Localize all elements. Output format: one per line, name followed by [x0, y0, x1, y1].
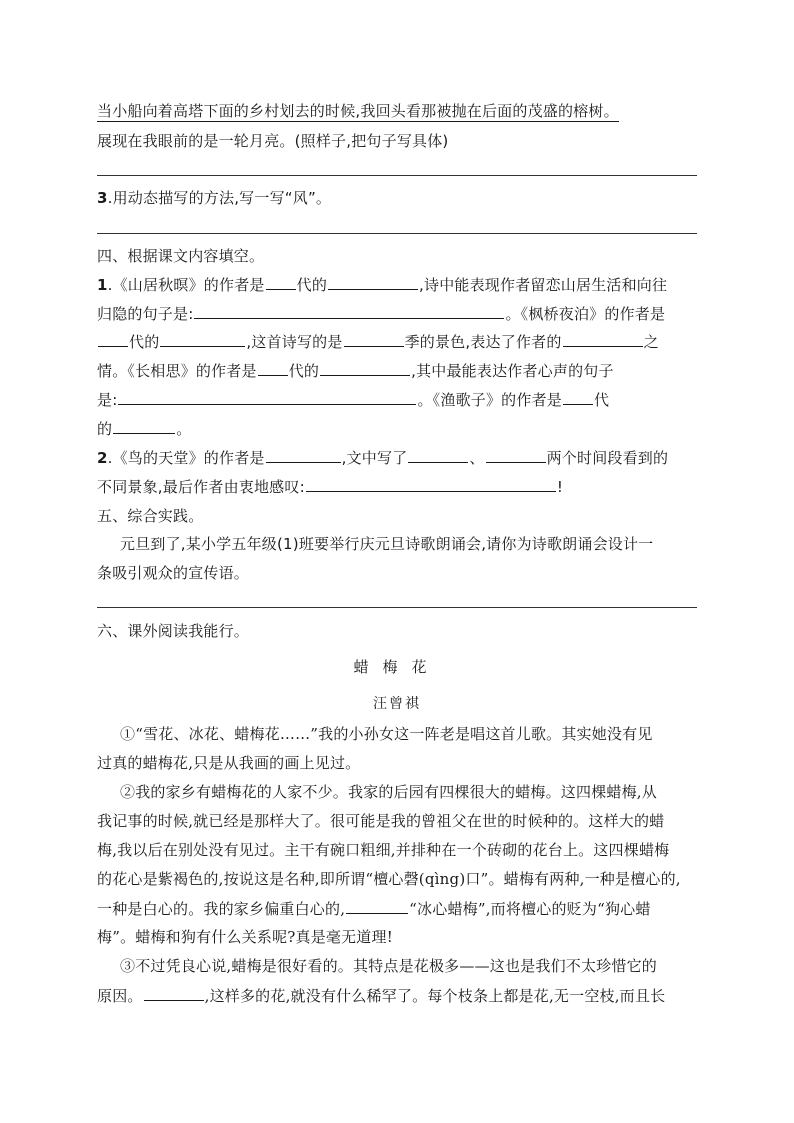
text-segment: .《鸟的天堂》的作者是 [107, 449, 265, 467]
q3-prompt [97, 188, 697, 208]
fill-blank[interactable] [346, 898, 408, 914]
fill-blank[interactable] [113, 418, 175, 434]
fill-blank[interactable] [563, 331, 643, 347]
section5-line1: 元旦到了,某小学五年级(1)班要举行庆元旦诗歌朗诵会,请你为诗歌朗诵会设计一 [120, 535, 654, 553]
text-segment: ,诗中能表现作者留恋山居生活和向往 [419, 276, 668, 294]
text-segment: 不同景象,最后作者由衷地感叹: [97, 478, 305, 496]
text-segment: 。《枫桥夜泊》的作者是 [505, 305, 666, 323]
q2-sentence: 展现在我眼前的是一轮月亮。(照样子,把句子写具体) [97, 132, 449, 150]
fill-blank[interactable] [144, 985, 204, 1001]
text-segment: 原因。 [97, 987, 143, 1005]
text-segment: 是: [97, 391, 118, 409]
s4-q2-line2 [97, 476, 697, 497]
fill-blank[interactable] [563, 389, 593, 405]
q3-text: .用动态描写的方法,写一写“风”。 [107, 189, 332, 207]
fill-blank[interactable] [266, 447, 341, 463]
fill-blank[interactable] [98, 331, 128, 347]
s4-q2-number: 2 [97, 449, 108, 467]
q3-number: 3 [97, 189, 108, 207]
answer-line[interactable] [97, 233, 697, 234]
section5-heading: 五、综合实践。 [97, 507, 204, 525]
text-segment: 情。《长相思》的作者是 [97, 362, 257, 380]
para1-line1: ①“雪花、冰花、蜡梅花……”我的小孙女这一阵老是唱这首儿歌。其实她没有见 [120, 725, 653, 743]
text-segment: 代的 [129, 333, 160, 351]
text-segment: 代的 [296, 276, 328, 294]
reading-title: 蜡梅花 [353, 658, 441, 676]
text-segment: 、 [469, 449, 485, 467]
para2-line1: ②我的家乡有蜡梅花的人家不少。我家的后园有四棵很大的蜡梅。这四棵蜡梅,从 [120, 783, 657, 801]
para3-line2 [97, 985, 697, 1006]
text-segment: 一种是白心的。我的家乡偏重白心的, [97, 900, 346, 918]
text-segment: “冰心蜡梅”,而将檀心的贬为“狗心蜡 [409, 900, 651, 918]
para2-line4: 的花心是紫褐色的,按说这是名种,即所谓“檀心磬(qìng)口”。蜡梅有两种,一种是檀心的, [97, 870, 681, 888]
s4-q2-line1 [97, 447, 697, 468]
fill-blank[interactable] [258, 360, 288, 376]
text-segment: 代 [593, 391, 610, 409]
reading-author: 汪曾祺 [373, 696, 421, 712]
fill-blank[interactable] [320, 360, 410, 376]
section4-heading: 四、根据课文内容填空。 [97, 247, 265, 265]
para1-line2: 过真的蜡梅花,只是从我画的画上见过。 [97, 754, 361, 772]
text-segment: 。《渔歌子》的作者是 [417, 391, 562, 409]
fill-blank[interactable] [486, 447, 546, 463]
para2-line3: 梅,我以后在别处没有见过。主干有碗口粗细,并排种在一个砖砌的花台上。这四棵蜡梅 [97, 841, 670, 859]
fill-blank[interactable] [306, 476, 556, 492]
s4-q1-line5 [97, 389, 697, 410]
fill-blank[interactable] [408, 447, 468, 463]
text-segment: 。 [176, 420, 192, 438]
fill-blank[interactable] [266, 274, 296, 290]
text-segment: 之 [643, 333, 659, 351]
text-segment: .《山居秋暝》的作者是 [107, 276, 265, 294]
para2-line2: 我记事的时候,就已经是那样大了。很可能是我的曾祖父在世的时候种的。这样大的蜡 [97, 812, 665, 830]
text-segment: ! [556, 478, 564, 496]
text-segment: 代的 [288, 362, 320, 380]
text-segment: ,其中最能表达作者心声的句子 [411, 362, 614, 380]
fill-blank[interactable] [194, 303, 504, 319]
fill-blank[interactable] [344, 331, 404, 347]
s4-q1-line1 [97, 274, 697, 295]
para3-line1: ③不过凭良心说,蜡梅是很好看的。其特点是花极多——这也是我们不太珍惜它的 [120, 957, 657, 975]
s4-q1-line3 [97, 331, 697, 352]
fill-blank[interactable] [328, 274, 418, 290]
q2-underlined-text: 当小船向着高塔下面的乡村划去的时候,我回头看那被抛在后面的茂盛的榕树。 [97, 102, 619, 120]
section5-line2: 条吸引观众的宣传语。 [97, 564, 250, 582]
s4-q1-line4 [97, 360, 697, 381]
s4-q1-number: 1 [97, 276, 108, 294]
text-segment: ,文中写了 [341, 449, 408, 467]
para2-line6: 梅”。蜡梅和狗有什么关系呢?真是毫无道理! [97, 928, 393, 946]
text-segment: 的 [97, 420, 113, 438]
text-segment: 归隐的句子是: [97, 305, 194, 323]
fill-blank[interactable] [118, 389, 416, 405]
q2-underlined-sentence [97, 101, 697, 121]
text-segment: ,这首诗写的是 [246, 333, 343, 351]
fill-blank[interactable] [160, 331, 245, 347]
text-segment: ,这样多的花,就没有什么稀罕了。每个枝条上都是花,无一空枝,而且长 [204, 987, 666, 1005]
answer-line[interactable] [97, 175, 697, 176]
answer-line[interactable] [97, 607, 697, 608]
text-segment: 季的景色,表达了作者的 [404, 333, 562, 351]
s4-q1-line6 [97, 418, 697, 439]
text-segment: 两个时间段看到的 [546, 449, 669, 467]
section6-heading: 六、课外阅读我能行。 [97, 622, 250, 640]
s4-q1-line2 [97, 303, 697, 324]
para2-line5 [97, 898, 697, 919]
